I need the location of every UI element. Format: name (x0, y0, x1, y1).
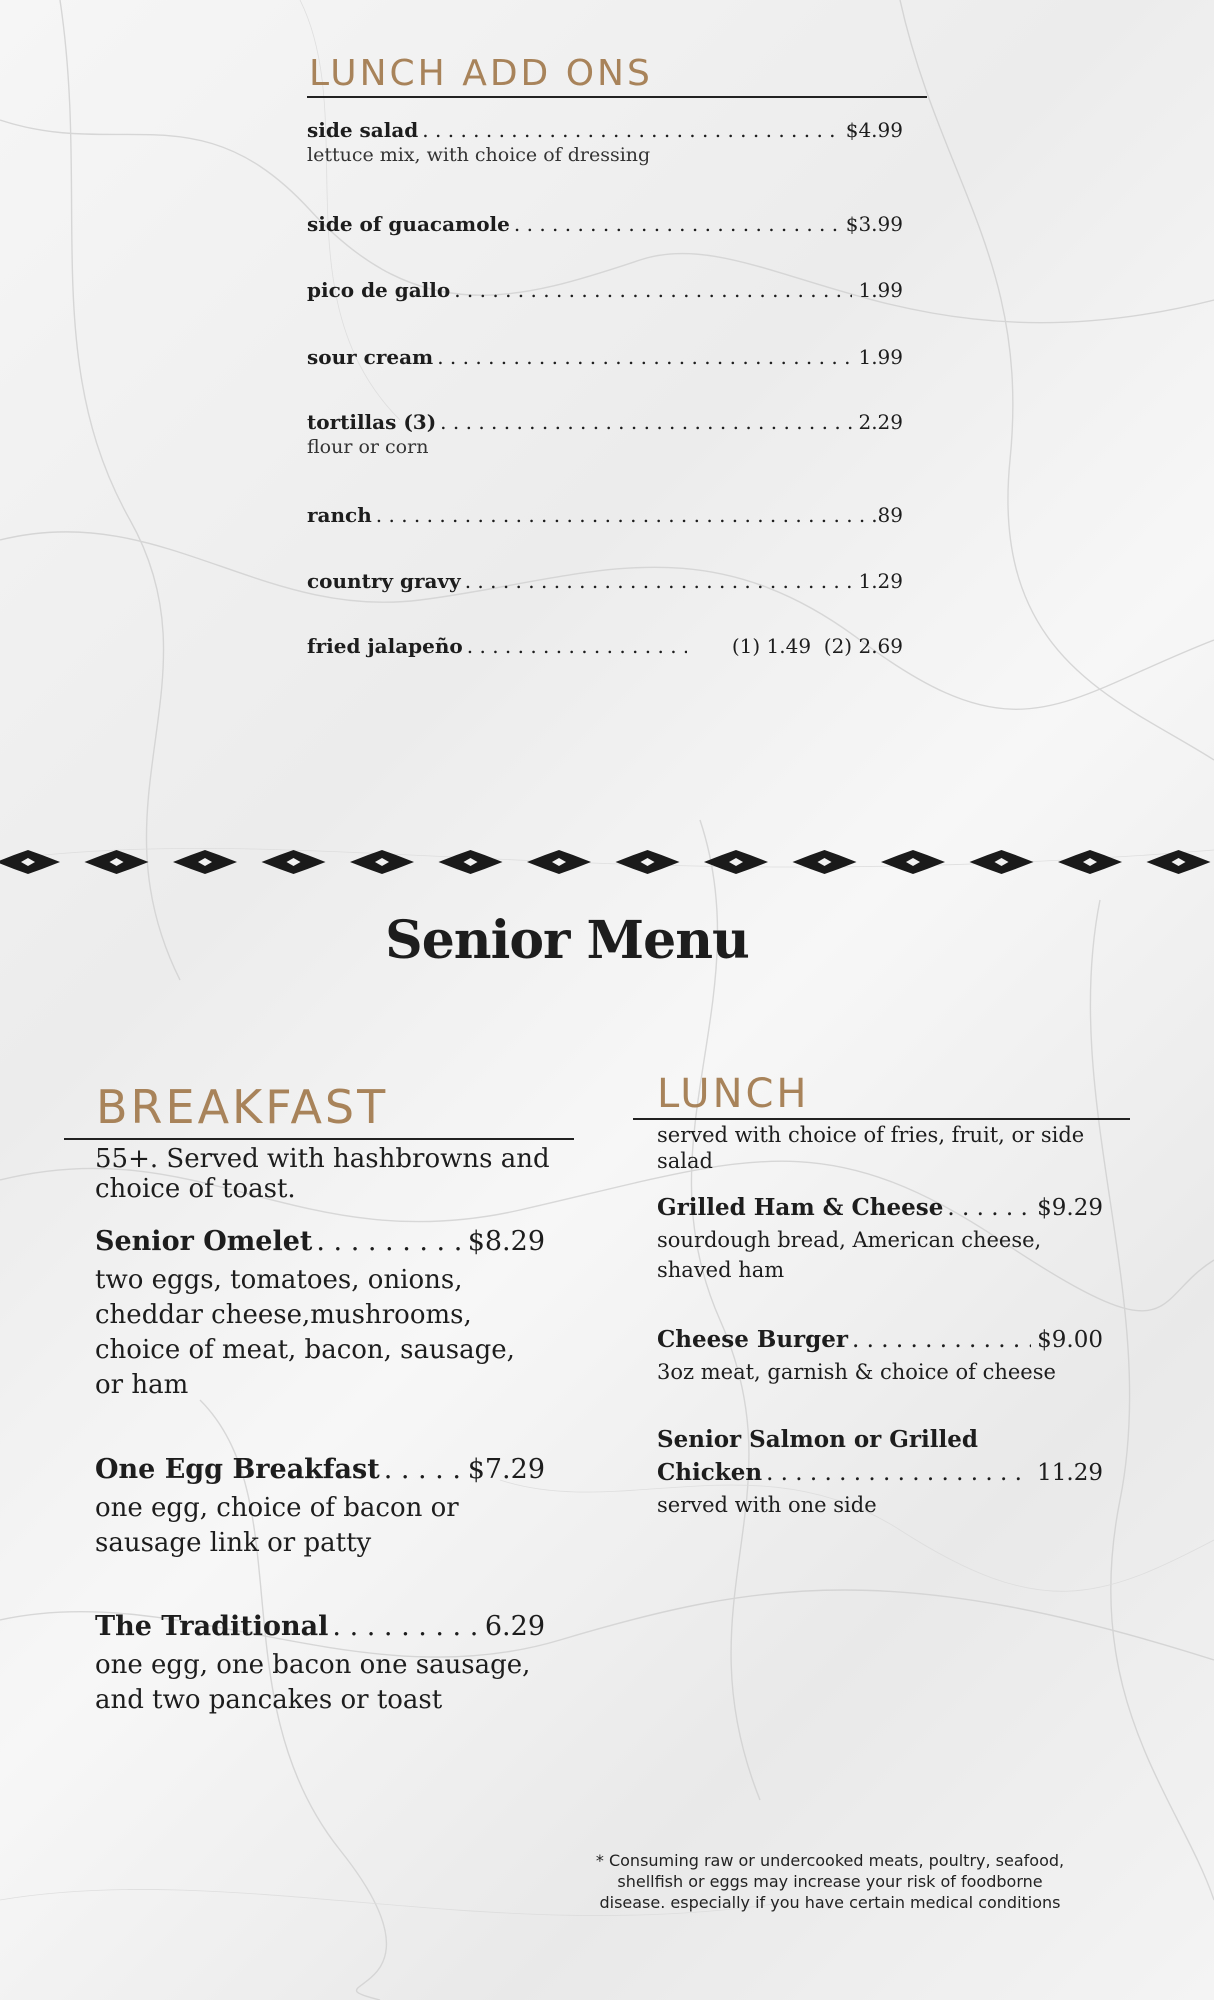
addon-item (307, 212, 903, 236)
dot-leader (467, 634, 687, 658)
lunch-section (633, 1070, 1130, 1517)
addon-item (307, 278, 903, 302)
lunch-item (657, 1326, 1103, 1387)
item-description: lettuce mix, with choice of dressing (307, 144, 651, 166)
item-description: 3oz meat, garnish & choice of cheese (657, 1360, 1056, 1384)
breakfast-item (95, 1454, 545, 1561)
dot-leader (316, 1226, 461, 1257)
item-price: 6.29 (484, 1611, 545, 1642)
item-price: $9.00 (1037, 1327, 1103, 1353)
lunch-title: LUNCH (657, 1071, 810, 1117)
diamond-ornaments (0, 850, 1211, 874)
breakfast-title: BREAKFAST (96, 1080, 389, 1134)
item-price: .89 (871, 503, 903, 527)
item-name: ranch (307, 503, 372, 527)
breakfast-item (95, 1226, 545, 1403)
dot-leader (437, 345, 852, 369)
dot-leader (852, 1327, 1031, 1353)
section-rule (64, 1138, 574, 1140)
item-name: sour cream (307, 345, 434, 369)
addon-item (307, 345, 903, 369)
item-price: 1.29 (858, 569, 903, 593)
dot-leader (514, 212, 840, 236)
item-name: Cheese Burger (657, 1326, 848, 1353)
dot-leader (440, 410, 852, 434)
item-price: $3.99 (845, 212, 903, 236)
addon-item (307, 634, 903, 658)
dot-leader (376, 503, 865, 527)
lunch-add-ons-section (307, 52, 927, 658)
dot-leader (766, 1460, 1031, 1486)
breakfast-intro: 55+. Served with hashbrowns and choice of toast. (95, 1144, 550, 1204)
addon-item (307, 410, 903, 458)
lunch-item (657, 1426, 1103, 1520)
item-name: Grilled Ham & Cheese (657, 1194, 944, 1221)
item-name: fried jalapeño (307, 634, 463, 658)
item-price: (1) 1.49 (2) 2.69 (731, 634, 903, 658)
lunch-item (657, 1194, 1103, 1285)
food-safety-disclaimer: * Consuming raw or undercooked meats, poultry, seafood, shellfish or eggs may increase your risk of foodborne disease. especially if you have certain medical conditions (595, 1851, 1065, 1912)
dot-leader (465, 569, 853, 593)
dot-leader (947, 1195, 1031, 1221)
addon-item (307, 118, 903, 166)
item-name: The Traditional (95, 1611, 329, 1642)
item-price: 11.29 (1037, 1460, 1103, 1486)
item-price: $7.29 (467, 1454, 545, 1485)
item-price: 2.29 (858, 410, 903, 434)
item-name-line1: Senior Salmon or Grilled (657, 1426, 978, 1453)
item-price: 1.99 (858, 278, 903, 302)
lunch-add-ons-title: LUNCH ADD ONS (309, 53, 653, 94)
addon-item (307, 503, 903, 527)
item-name: country gravy (307, 569, 461, 593)
item-name: Senior Omelet (95, 1226, 313, 1257)
item-name: tortillas (3) (307, 410, 437, 434)
item-description: sourdough bread, American cheese, shaved ham (657, 1228, 1042, 1282)
item-name: One Egg Breakfast (95, 1454, 380, 1485)
item-description: flour or corn (307, 436, 429, 458)
item-price: $4.99 (845, 118, 903, 142)
section-rule (307, 96, 927, 98)
addon-item (307, 569, 903, 593)
item-name: side of guacamole (307, 212, 510, 236)
dot-leader (422, 118, 839, 142)
dot-leader (332, 1611, 478, 1642)
item-price: 1.99 (858, 345, 903, 369)
item-description: one egg, one bacon one sausage, and two pancakes or toast (95, 1650, 531, 1715)
lunch-intro: served with choice of fries, fruit, or side salad (657, 1123, 1085, 1173)
item-name: pico de gallo (307, 278, 451, 302)
senior-menu-title: Senior Menu (385, 910, 749, 971)
item-name: Chicken (657, 1459, 763, 1486)
item-description: served with one side (657, 1493, 877, 1517)
item-name: side salad (307, 118, 419, 142)
item-description: two eggs, tomatoes, onions, cheddar cheese,mushrooms, choice of meat, bacon, sausage, or ham (95, 1265, 515, 1400)
dot-leader (454, 278, 852, 302)
breakfast-item (95, 1611, 545, 1718)
breakfast-section (64, 1076, 574, 1715)
item-price: $8.29 (467, 1226, 545, 1257)
item-price: $9.29 (1037, 1195, 1103, 1221)
section-rule (633, 1118, 1130, 1120)
decorative-divider (0, 842, 1214, 882)
item-description: one egg, choice of bacon or sausage link or patty (95, 1493, 459, 1558)
dot-leader (384, 1454, 462, 1485)
